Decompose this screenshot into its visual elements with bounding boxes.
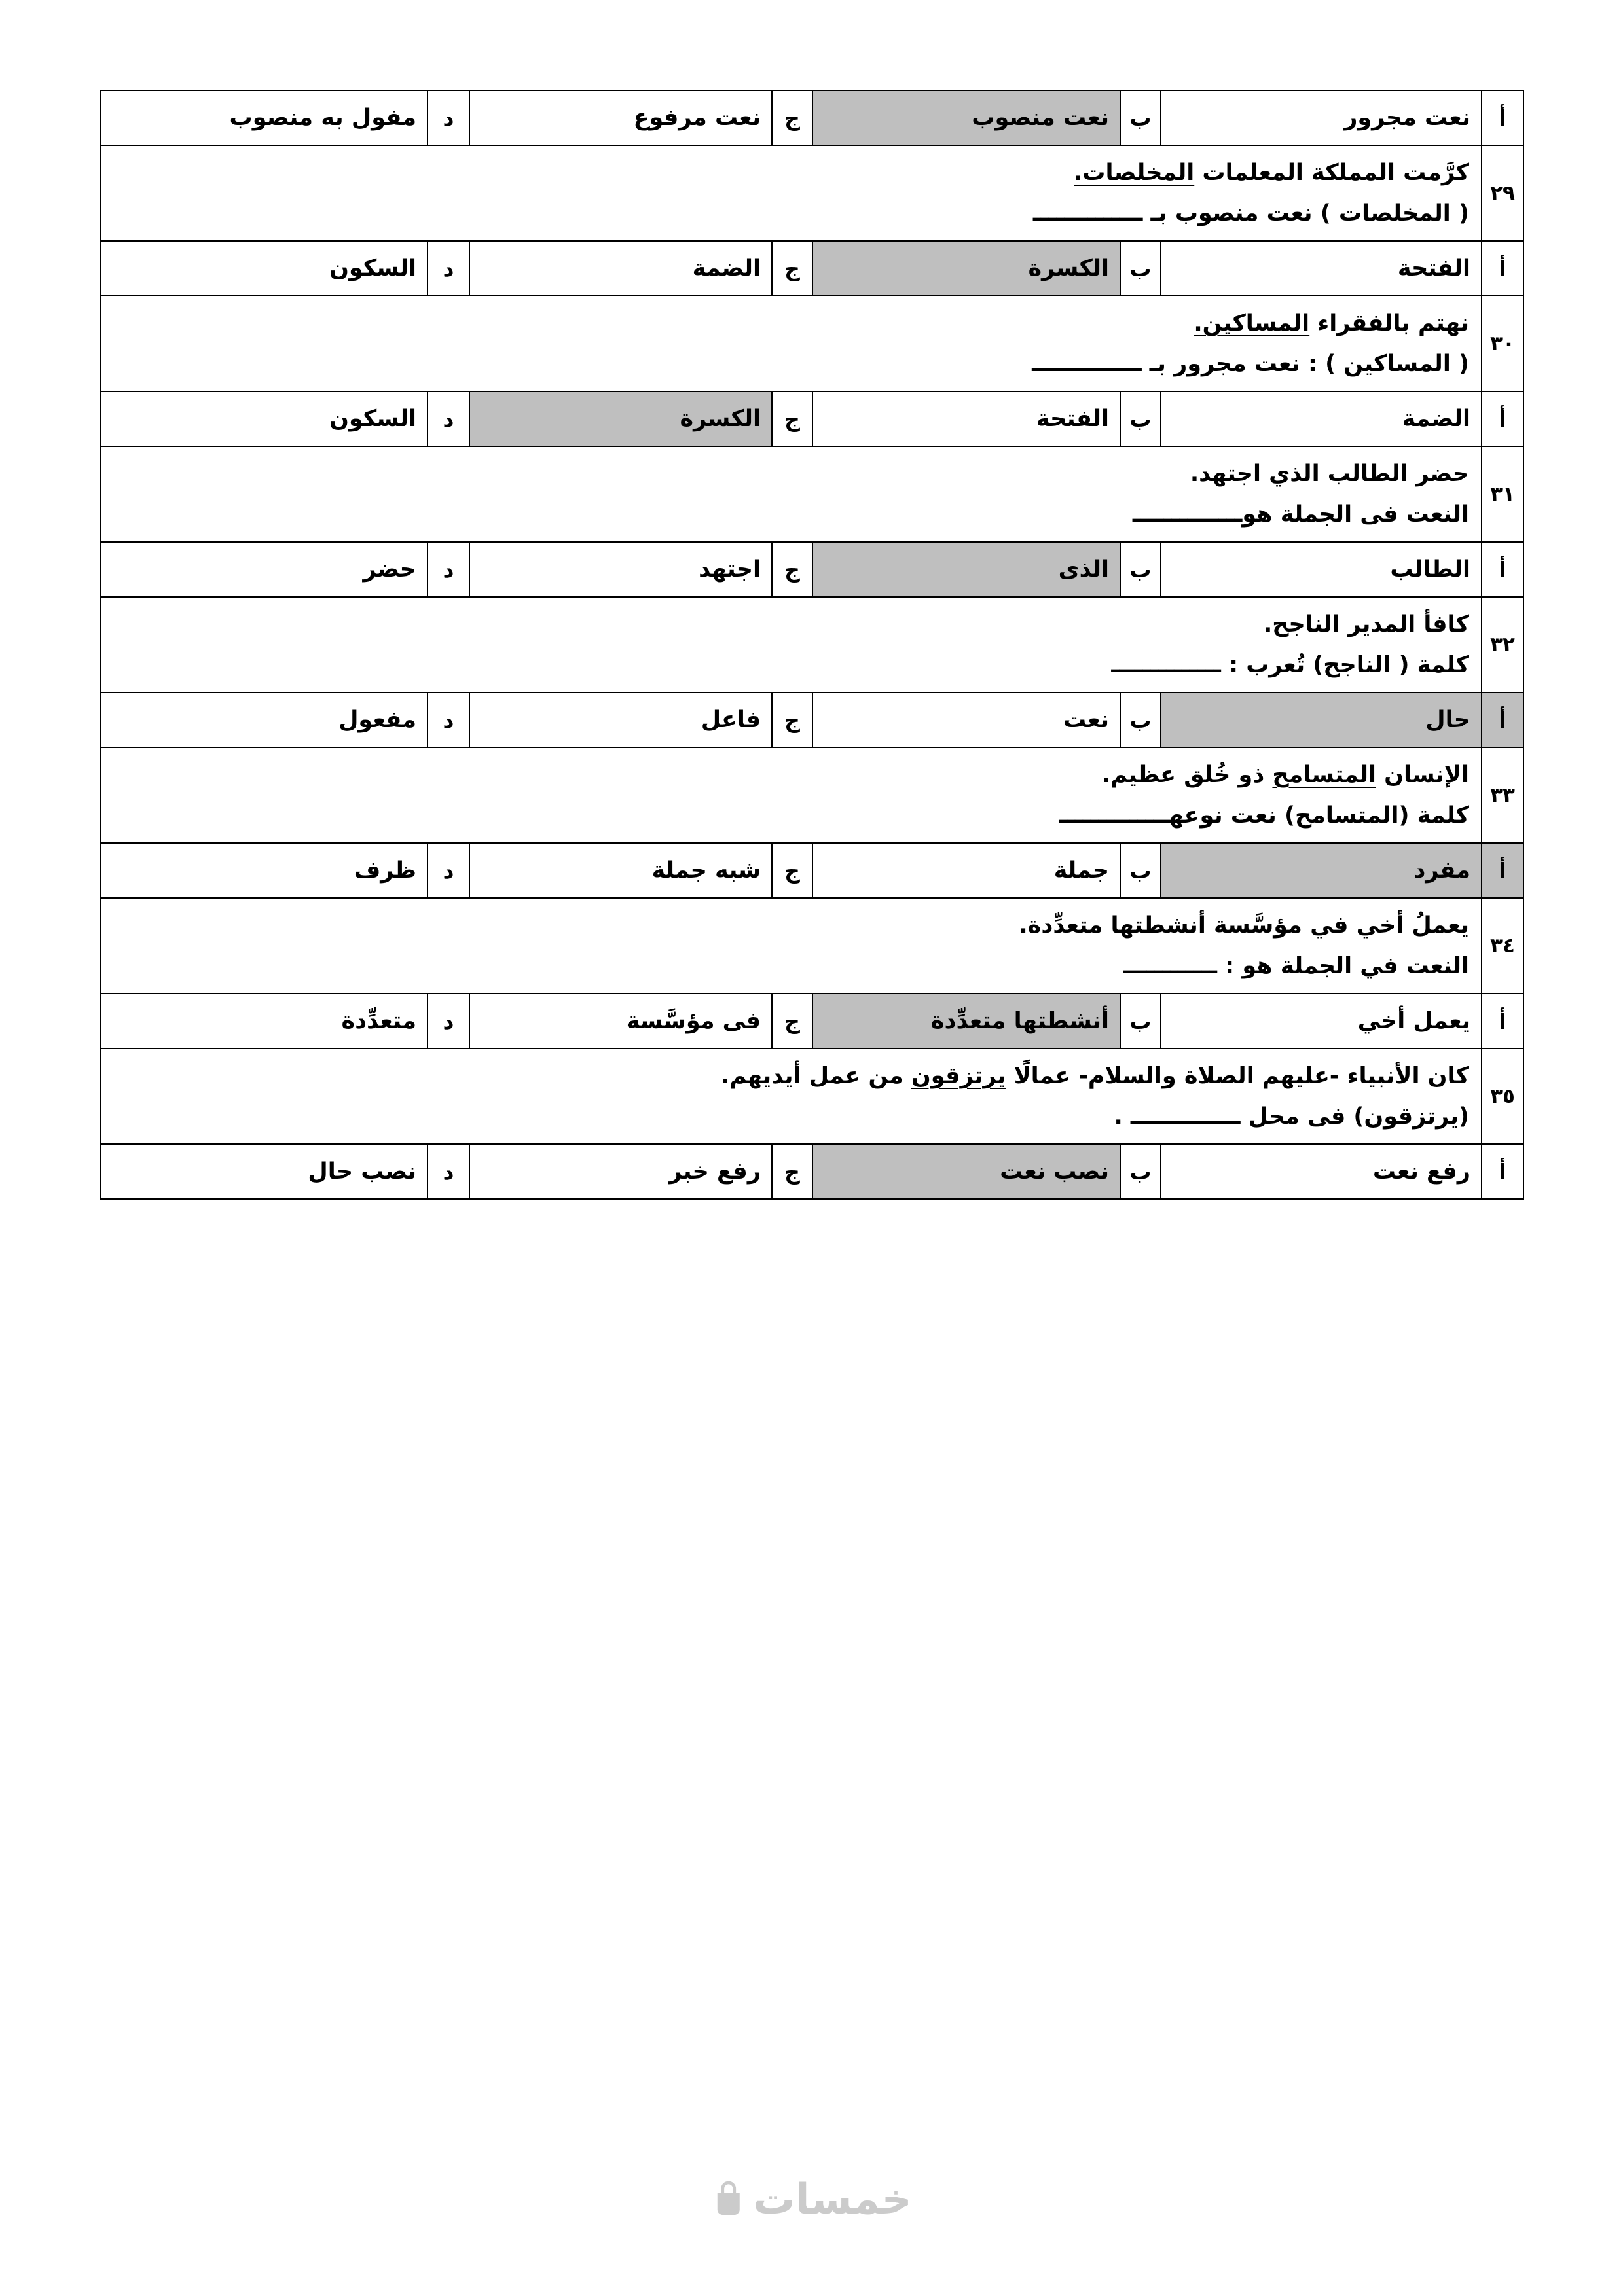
option-text-c: الكسرة <box>469 391 772 446</box>
option-letter-b: ب <box>1120 90 1161 145</box>
option-text-a: حال <box>1161 692 1482 747</box>
option-text-d: متعدِّدة <box>100 994 428 1049</box>
option-text-b: نعت <box>812 692 1120 747</box>
option-letter-c: ج <box>772 1144 812 1199</box>
option-text-d: حضر <box>100 542 428 597</box>
question-line-2: النعت فى الجملة هوــــــــــــــ <box>1132 501 1469 528</box>
question-line-2: ( المخلصات ) نعت منصوب بـ ــــــــــــــ <box>1032 200 1469 226</box>
option-letter-d: د <box>428 1144 469 1199</box>
question-number: ٣٢ <box>1482 597 1523 692</box>
option-letter-b: ب <box>1120 542 1161 597</box>
question-cell <box>100 1049 1482 1144</box>
question-number: ٣١ <box>1482 446 1523 542</box>
option-text-b: جملة <box>812 843 1120 898</box>
option-letter-d: د <box>428 692 469 747</box>
question-text-part: كافأ المدير الناجح. <box>1264 611 1469 637</box>
option-letter-c: ج <box>772 241 812 296</box>
option-letter-d: د <box>428 241 469 296</box>
question-line-1 <box>107 604 1469 645</box>
option-letter-a: أ <box>1482 542 1523 597</box>
option-text-c: الضمة <box>469 241 772 296</box>
option-letter-d: د <box>428 90 469 145</box>
question-row-32 <box>100 597 1523 692</box>
question-cell <box>100 747 1482 843</box>
option-letter-a: أ <box>1482 994 1523 1049</box>
option-text-a: الضمة <box>1161 391 1482 446</box>
option-letter-a: أ <box>1482 1144 1523 1199</box>
option-letter-d: د <box>428 391 469 446</box>
option-letter-b: ب <box>1120 391 1161 446</box>
answers-row <box>100 90 1523 145</box>
question-line-1 <box>107 755 1469 795</box>
question-underlined-word: المساكين. <box>1194 310 1310 336</box>
question-line-2: النعت في الجملة هو : ــــــــــــ <box>1123 953 1469 979</box>
option-text-a: رفع نعت <box>1161 1144 1482 1199</box>
option-text-a: يعمل أخي <box>1161 994 1482 1049</box>
question-row-29 <box>100 145 1523 241</box>
option-letter-c: ج <box>772 692 812 747</box>
option-text-c: فاعل <box>469 692 772 747</box>
option-letter-b: ب <box>1120 1144 1161 1199</box>
option-text-d: مفول به منصوب <box>100 90 428 145</box>
question-text-part: ذو خُلق عظيم. <box>1102 762 1273 788</box>
option-letter-d: د <box>428 542 469 597</box>
question-underlined-word: يرتزقون <box>911 1063 1006 1089</box>
watermark-text: خمسات <box>753 2176 912 2224</box>
quiz-table <box>100 90 1524 1200</box>
option-text-a: نعت مجرور <box>1161 90 1482 145</box>
answers-row <box>100 692 1523 747</box>
question-text-part: يعملُ أخي في مؤسَّسة أنشطتها متعدِّدة. <box>1019 912 1469 939</box>
option-text-b: الكسرة <box>812 241 1120 296</box>
question-underlined-word: المتسامح <box>1272 762 1376 788</box>
question-line-1 <box>107 303 1469 344</box>
option-text-a: الطالب <box>1161 542 1482 597</box>
question-row-34 <box>100 898 1523 994</box>
option-text-c: نعت مرفوع <box>469 90 772 145</box>
question-line-2: كلمة ( الناجح) تُعرب : ــــــــــــــ <box>1111 652 1469 678</box>
question-cell <box>100 145 1482 241</box>
question-line-1 <box>107 1056 1469 1096</box>
answers-row <box>100 391 1523 446</box>
option-text-b: الذى <box>812 542 1120 597</box>
question-text-part: كرَّمت المملكة المعلمات <box>1194 160 1469 186</box>
option-letter-a: أ <box>1482 843 1523 898</box>
option-text-c: فى مؤسَّسة <box>469 994 772 1049</box>
option-text-b: نعت منصوب <box>812 90 1120 145</box>
question-text-part: الإنسان <box>1376 762 1469 788</box>
question-number: ٢٩ <box>1482 145 1523 241</box>
option-text-d: نصب حال <box>100 1144 428 1199</box>
option-letter-c: ج <box>772 542 812 597</box>
option-letter-a: أ <box>1482 692 1523 747</box>
option-letter-d: د <box>428 994 469 1049</box>
option-text-c: شبه جملة <box>469 843 772 898</box>
option-letter-a: أ <box>1482 391 1523 446</box>
question-line-1 <box>107 454 1469 494</box>
answers-row <box>100 241 1523 296</box>
question-text-part: حضر الطالب الذي اجتهد. <box>1190 461 1469 487</box>
question-number: ٣٤ <box>1482 898 1523 994</box>
question-underlined-word: المخلصات. <box>1074 160 1195 186</box>
option-letter-c: ج <box>772 994 812 1049</box>
question-line-2: (يرتزقون) فى محل ــــــــــــــ . <box>1114 1103 1469 1130</box>
question-cell <box>100 446 1482 542</box>
answers-row <box>100 843 1523 898</box>
question-line-1 <box>107 152 1469 193</box>
option-text-d: السكون <box>100 391 428 446</box>
option-text-b: أنشطتها متعدِّدة <box>812 994 1120 1049</box>
answers-row <box>100 1144 1523 1199</box>
option-text-a: مفرد <box>1161 843 1482 898</box>
option-letter-c: ج <box>772 391 812 446</box>
question-line-2: كلمة (المتسامح) نعت نوعهــــــــــــــ <box>1059 802 1469 829</box>
option-letter-b: ب <box>1120 843 1161 898</box>
question-number: ٣٣ <box>1482 747 1523 843</box>
option-letter-b: ب <box>1120 241 1161 296</box>
option-text-c: رفع خبر <box>469 1144 772 1199</box>
option-text-a: الفتحة <box>1161 241 1482 296</box>
question-cell <box>100 296 1482 391</box>
option-text-b: الفتحة <box>812 391 1120 446</box>
question-line-2: ( المساكين ) : نعت مجرور بـ ــــــــــــــ <box>1032 351 1469 377</box>
question-row-30 <box>100 296 1523 391</box>
answers-row <box>100 994 1523 1049</box>
option-letter-c: ج <box>772 90 812 145</box>
option-text-b: نصب نعت <box>812 1144 1120 1199</box>
option-letter-b: ب <box>1120 692 1161 747</box>
option-text-d: السكون <box>100 241 428 296</box>
question-row-35 <box>100 1049 1523 1144</box>
option-letter-c: ج <box>772 843 812 898</box>
option-text-d: ظرف <box>100 843 428 898</box>
answers-row <box>100 542 1523 597</box>
question-number: ٣٠ <box>1482 296 1523 391</box>
question-text-part: من عمل أيديهم. <box>721 1063 911 1089</box>
question-cell <box>100 898 1482 994</box>
option-letter-a: أ <box>1482 90 1523 145</box>
question-text-part: نهتم بالفقراء <box>1309 310 1469 336</box>
question-line-1 <box>107 905 1469 946</box>
khamsat-bag-icon <box>711 2179 745 2220</box>
question-row-31 <box>100 446 1523 542</box>
option-letter-b: ب <box>1120 994 1161 1049</box>
watermark-logo <box>711 2176 912 2224</box>
question-text-part: كان الأنبياء -عليهم الصلاة والسلام- عمالًا <box>1006 1063 1469 1089</box>
question-row-33 <box>100 747 1523 843</box>
question-number: ٣٥ <box>1482 1049 1523 1144</box>
question-cell <box>100 597 1482 692</box>
option-letter-a: أ <box>1482 241 1523 296</box>
option-letter-d: د <box>428 843 469 898</box>
option-text-d: مفعول <box>100 692 428 747</box>
option-text-c: اجتهد <box>469 542 772 597</box>
